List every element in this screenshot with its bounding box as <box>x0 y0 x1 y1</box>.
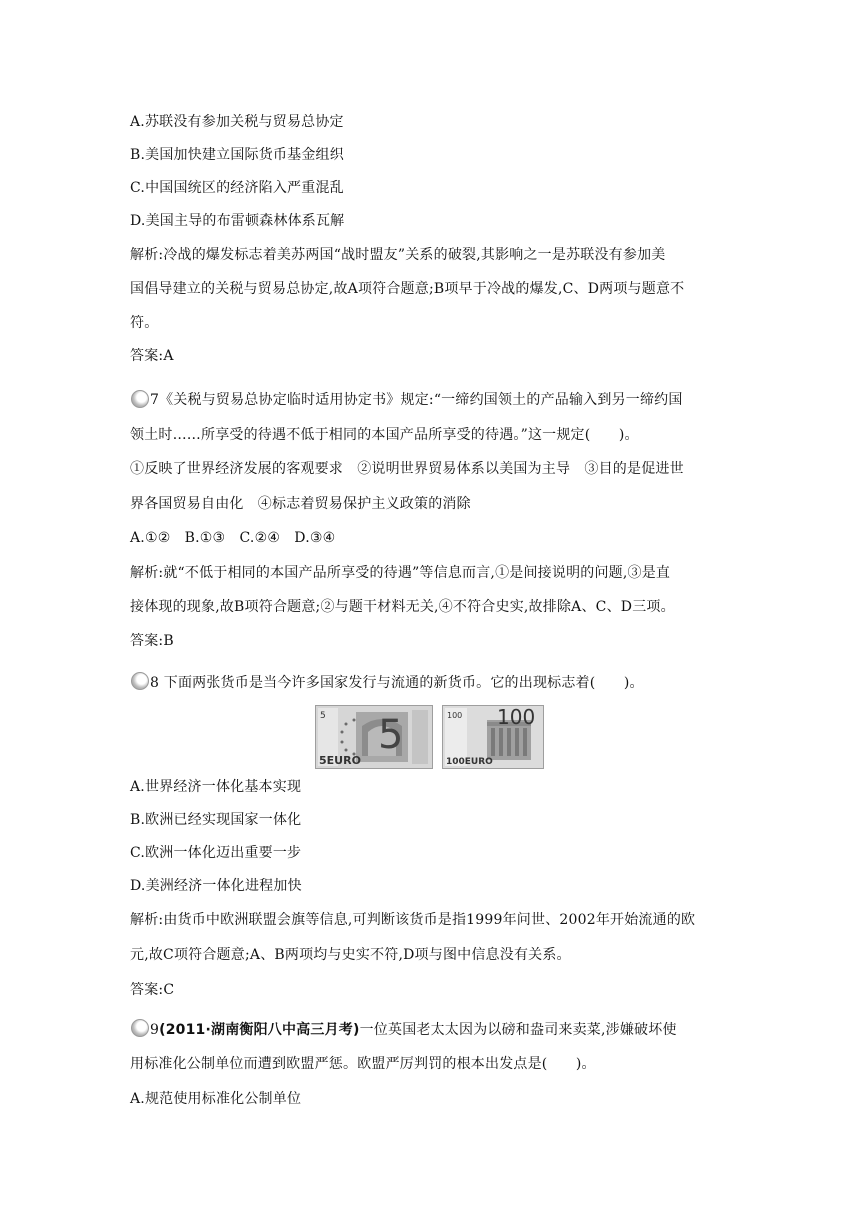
q8-answer: 答案:C <box>130 982 175 998</box>
q6-option-c: C.中国国统区的经济陷入严重混乱 <box>130 180 344 196</box>
q7-stem-line-1: 7《关税与贸易总协定临时适用协定书》规定:“一缔约国领土的产品输入到另一缔约国 <box>150 392 683 408</box>
q6-option-b: B.美国加快建立国际货币基金组织 <box>130 147 344 163</box>
banknote-corner-value: 5 <box>320 711 326 721</box>
q7-answer: 答案:B <box>130 633 174 649</box>
q7-analysis-line-1: 解析:就“不低于相同的本国产品所享受的待遇”等信息而言,①是间接说明的问题,③是直 <box>130 565 671 581</box>
question-marker-icon <box>131 672 149 690</box>
question-marker-icon <box>131 1019 149 1037</box>
euro-100-banknote-image <box>442 705 544 769</box>
banknote-large-value: 5 <box>378 712 404 758</box>
q9-stem-text: 一位英国老太太因为以磅和盎司来卖菜,涉嫌破坏使 <box>359 1022 677 1038</box>
q7-statements-line-2: 界各国贸易自由化 ④标志着贸易保护主义政策的消除 <box>130 496 471 512</box>
q8-analysis-line-1: 解析:由货币中欧洲联盟会旗等信息,可判断该货币是指1999年问世、2002年开始流通的欧 <box>130 912 696 928</box>
q9-number: 9 <box>150 1022 160 1038</box>
q8-option-b: B.欧洲已经实现国家一体化 <box>130 812 302 828</box>
q7-statements-line-1: ①反映了世界经济发展的客观要求 ②说明世界贸易体系以美国为主导 ③目的是促进世 <box>130 461 684 477</box>
q8-option-a: A.世界经济一体化基本实现 <box>130 779 302 795</box>
q7-stem-line-2: 领土时……所享受的待遇不低于相同的本国产品所享受的待遇。”这一规定( )。 <box>130 427 639 443</box>
euro-100-banknote-graphic <box>443 706 543 768</box>
euro-5-banknote-graphic <box>316 706 432 768</box>
banknote-denomination-label: 100EURO <box>446 757 493 767</box>
q7-choices: A.①② B.①③ C.②④ D.③④ <box>130 530 336 546</box>
q9-stem-line-1 <box>150 1020 677 1040</box>
q6-analysis-line-2: 国倡导建立的关税与贸易总协定,故A项符合题意;B项早于冷战的爆发,C、D两项与题意不 <box>130 281 685 297</box>
banknote-large-value: 100 <box>497 706 536 729</box>
q6-answer: 答案:A <box>130 348 174 364</box>
q8-option-d: D.美洲经济一体化进程加快 <box>130 878 302 894</box>
banknote-corner-value: 100 <box>447 711 463 720</box>
q8-analysis-line-2: 元,故C项符合题意;A、B两项均与史实不符,D项与图中信息没有关系。 <box>130 947 571 963</box>
q7-analysis-line-2: 接体现的现象,故B项符合题意;②与题干材料无关,④不符合史实,故排除A、C、D三项。 <box>130 599 675 615</box>
q6-analysis-line-3: 符。 <box>130 315 159 331</box>
q6-option-a: A.苏联没有参加关税与贸易总协定 <box>130 114 344 130</box>
question-marker-icon <box>131 390 149 408</box>
q9-source: (2011·湖南衡阳八中高三月考) <box>159 1022 360 1038</box>
q9-option-a: A.规范使用标准化公制单位 <box>130 1091 302 1107</box>
euro-5-banknote-image <box>315 705 433 769</box>
q8-stem: 8 下面两张货币是当今许多国家发行与流通的新货币。它的出现标志着( )。 <box>150 675 644 691</box>
q6-analysis-line-1: 解析:冷战的爆发标志着美苏两国“战时盟友”关系的破裂,其影响之一是苏联没有参加美 <box>130 247 666 263</box>
banknote-denomination-label: 5EURO <box>319 754 361 767</box>
q8-option-c: C.欧洲一体化迈出重要一步 <box>130 845 302 861</box>
q6-option-d: D.美国主导的布雷顿森林体系瓦解 <box>130 213 345 229</box>
q9-stem-line-2: 用标准化公制单位而遭到欧盟严惩。欧盟严厉判罚的根本出发点是( )。 <box>130 1056 596 1072</box>
